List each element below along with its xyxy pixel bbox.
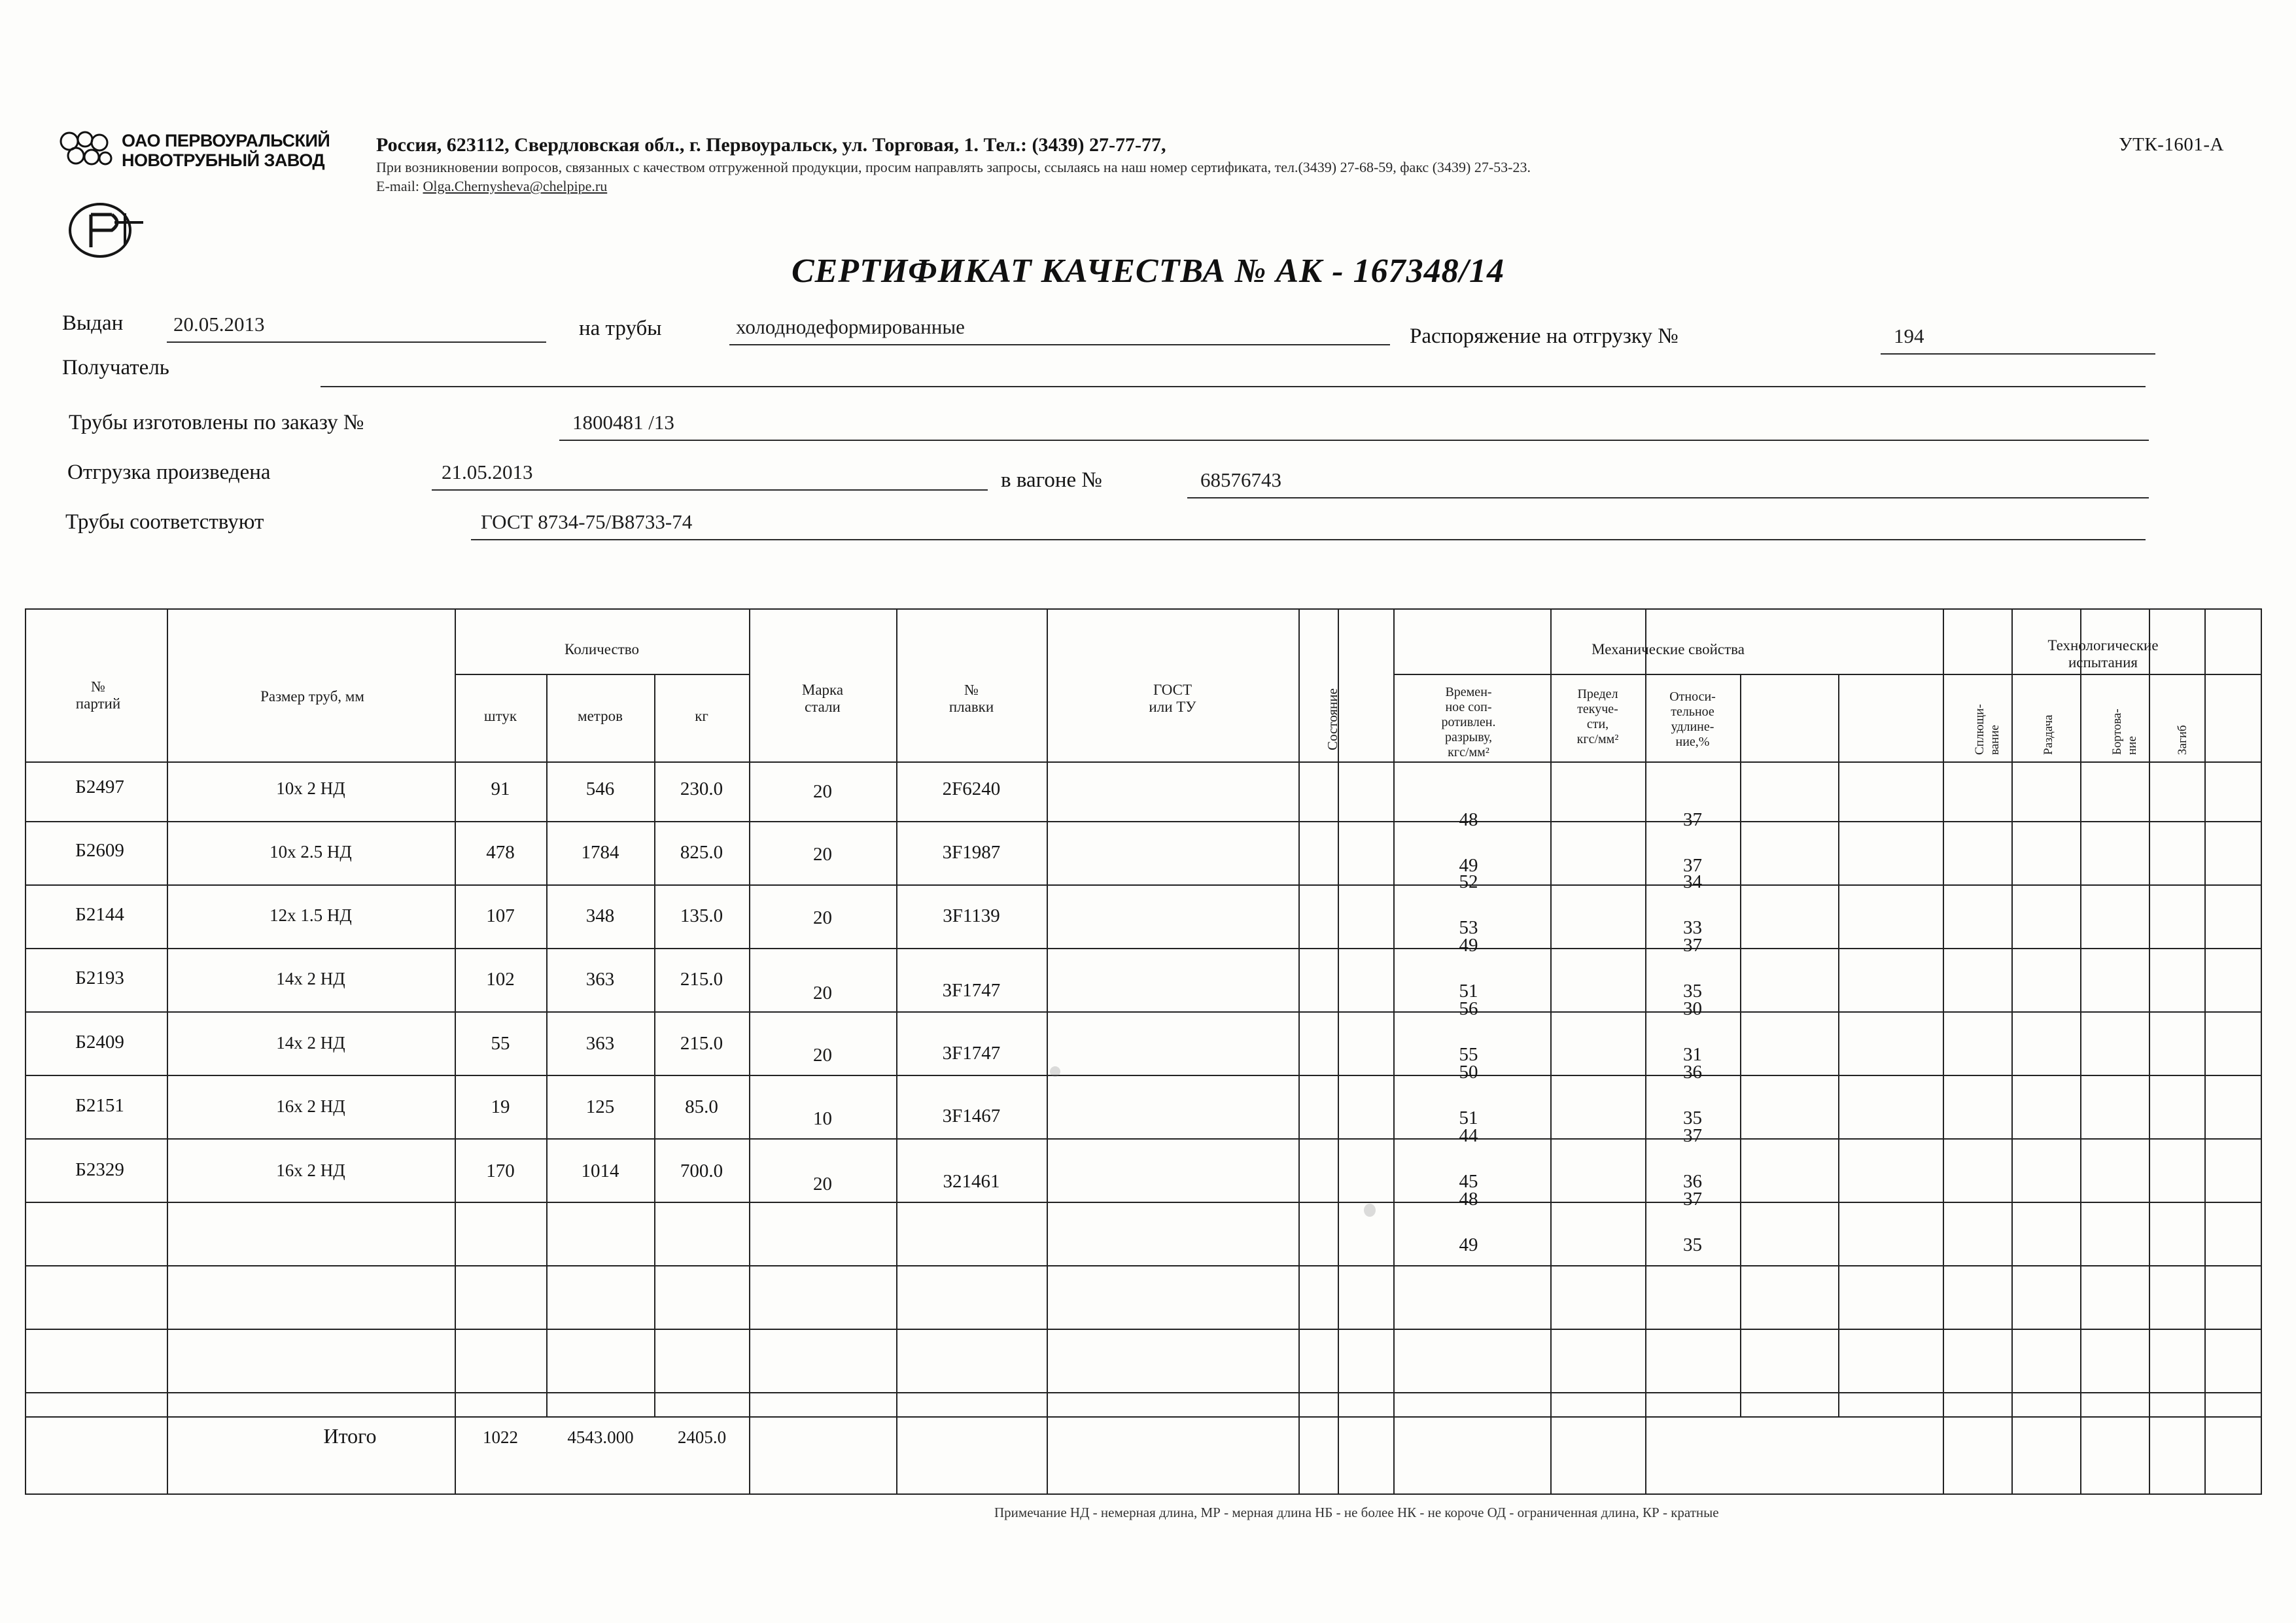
table-row: 49 bbox=[1459, 855, 1478, 876]
table-row: 1784 bbox=[581, 842, 619, 863]
total-meters: 4543.000 bbox=[567, 1427, 634, 1447]
header-tech-tests: Технологические испытания bbox=[2047, 637, 2159, 671]
row-line-8 bbox=[26, 1265, 2261, 1266]
table-row: 230.0 bbox=[680, 778, 723, 799]
table-row: 35 bbox=[1683, 981, 1702, 1002]
header-bottom-line bbox=[26, 761, 2261, 763]
row-line-2 bbox=[26, 884, 2261, 886]
col-sep-7 bbox=[1047, 610, 1048, 1493]
dispatch-order-value: 194 bbox=[1894, 324, 1924, 347]
header-kg: кг bbox=[695, 708, 708, 724]
table-row: 348 bbox=[585, 905, 615, 926]
table-row: 91 bbox=[491, 778, 510, 799]
col-sep-12 bbox=[1645, 610, 1646, 1493]
table-row: 825.0 bbox=[680, 842, 723, 863]
company-quality-note: При возникновении вопросов, связанных с качеством отгруженной продукции, просим направлять запросы, ссылаясь на наш номер сертификата, тел.(3439) 27-68-59, факс (3439) 27-53-23. bbox=[376, 159, 1531, 175]
header-elongation: Относи- тельное удлине- ние,% bbox=[1669, 689, 1716, 749]
pipes-table bbox=[25, 608, 2262, 1495]
table-row: 50 bbox=[1459, 1062, 1478, 1083]
table-row: 48 bbox=[1459, 809, 1478, 830]
table-row: 36 bbox=[1683, 1062, 1702, 1083]
table-row: Б2144 bbox=[75, 904, 124, 925]
row-line-6 bbox=[26, 1138, 2261, 1140]
table-row: 20 bbox=[813, 1174, 832, 1195]
email-value: Olga.Chernysheva@chelpipe.ru bbox=[423, 178, 608, 194]
company-address-block bbox=[376, 134, 1868, 196]
table-row: Б2409 bbox=[75, 1032, 124, 1053]
order-underline bbox=[559, 440, 2149, 441]
pnzt-logo-icon bbox=[59, 131, 115, 169]
row-line-9 bbox=[26, 1329, 2261, 1330]
form-row-issued bbox=[62, 307, 2221, 355]
row-line-7 bbox=[26, 1202, 2261, 1203]
col-sep-mech-1 bbox=[1740, 674, 1741, 1416]
table-row: 34 bbox=[1683, 871, 1702, 892]
certificate-form bbox=[62, 307, 2221, 543]
tech-group-divider bbox=[1943, 674, 2262, 675]
table-row: 3F1467 bbox=[942, 1106, 1001, 1126]
recipient-underline bbox=[321, 386, 2146, 387]
table-row: 20 bbox=[813, 983, 832, 1003]
table-row: 10 bbox=[813, 1108, 832, 1129]
table-row: 37 bbox=[1683, 809, 1702, 830]
table-row: 102 bbox=[486, 969, 515, 990]
header-flattening: Сплющи- вание bbox=[1973, 704, 2002, 755]
header-bend: Загиб bbox=[2176, 725, 2189, 755]
table-row: 36 bbox=[1683, 1171, 1702, 1192]
table-row: 16х 2 НД bbox=[276, 1096, 345, 1116]
table-row: 85.0 bbox=[685, 1096, 718, 1117]
table-row: 37 bbox=[1683, 1125, 1702, 1146]
table-row: 321461 bbox=[943, 1171, 1000, 1192]
table-row: Б2609 bbox=[75, 840, 124, 861]
col-sep-14 bbox=[2011, 610, 2013, 1493]
header-flanging: Бортова- ние bbox=[2110, 708, 2139, 755]
table-row: 33 bbox=[1683, 917, 1702, 938]
table-row: Б2329 bbox=[75, 1159, 124, 1180]
wagon-value: 68576743 bbox=[1200, 468, 1281, 491]
page-title: СЕРТИФИКАТ КАЧЕСТВА № АК - 167348/14 bbox=[791, 253, 1505, 290]
table-row: 14х 2 НД bbox=[276, 1033, 345, 1053]
table-row: 37 bbox=[1683, 935, 1702, 956]
header-meters: метров bbox=[578, 708, 623, 724]
table-row: 52 bbox=[1459, 871, 1478, 892]
col-sep-8 bbox=[1298, 610, 1300, 1493]
header-tensile: Времен- ное соп- ротивлен. разрыву, кгс/мм² bbox=[1441, 685, 1496, 759]
recipient-label: Получатель bbox=[62, 356, 169, 379]
company-email-line bbox=[376, 177, 1868, 196]
table-row: 170 bbox=[486, 1161, 515, 1181]
total-kg: 2405.0 bbox=[677, 1427, 727, 1447]
email-label: E-mail: bbox=[376, 178, 419, 194]
header-yield: Предел текуче- сти, кгс/мм² bbox=[1576, 687, 1619, 746]
order-value: 1800481 /13 bbox=[572, 411, 674, 434]
table-row: 10х 2.5 НД bbox=[270, 842, 352, 862]
row-line-3 bbox=[26, 948, 2261, 949]
issued-value: 20.05.2013 bbox=[173, 313, 265, 336]
row-line-5 bbox=[26, 1075, 2261, 1076]
form-row-recipient bbox=[62, 355, 2221, 402]
pipes-for-underline bbox=[729, 344, 1390, 345]
table-row: 363 bbox=[585, 969, 615, 990]
row-line-10 bbox=[26, 1392, 2261, 1393]
shipment-underline bbox=[432, 489, 988, 491]
shipment-value: 21.05.2013 bbox=[442, 461, 533, 483]
table-row: Б2497 bbox=[75, 777, 124, 797]
shipment-label: Отгрузка произведена bbox=[67, 461, 271, 484]
table-row: 2F6240 bbox=[942, 778, 1001, 799]
table-row: 37 bbox=[1683, 855, 1702, 876]
total-pieces: 1022 bbox=[483, 1427, 518, 1447]
table-row: 51 bbox=[1459, 1108, 1478, 1128]
standard-underline bbox=[471, 539, 2146, 540]
company-logo-block bbox=[59, 131, 379, 170]
table-row: 55 bbox=[491, 1033, 510, 1054]
table-row: 3F1987 bbox=[942, 842, 1001, 863]
table-row: 48 bbox=[1459, 1189, 1478, 1210]
table-row: 35 bbox=[1683, 1108, 1702, 1128]
table-row: 478 bbox=[486, 842, 515, 863]
table-row: 125 bbox=[585, 1096, 615, 1117]
mech-group-divider bbox=[1393, 674, 1943, 675]
col-sep-1 bbox=[167, 610, 168, 1493]
header-gost: ГОСТ или ТУ bbox=[1149, 682, 1196, 715]
total-row-top-line bbox=[26, 1416, 2261, 1418]
table-row: 700.0 bbox=[680, 1161, 723, 1181]
pipes-for-value: холоднодеформированные bbox=[736, 315, 965, 338]
col-sep-10 bbox=[1393, 610, 1395, 1493]
company-name-line2: НОВОТРУБНЫЙ ЗАВОД bbox=[122, 150, 325, 170]
col-sep-4 bbox=[654, 674, 655, 1416]
table-row: 10х 2 НД bbox=[276, 778, 345, 798]
col-sep-mech-2 bbox=[1838, 674, 1839, 1416]
col-sep-17 bbox=[2204, 610, 2206, 1493]
scan-smudge bbox=[1050, 1066, 1060, 1077]
row-line-4 bbox=[26, 1011, 2261, 1013]
wagon-label: в вагоне № bbox=[1001, 468, 1102, 492]
table-row: 16х 2 НД bbox=[276, 1161, 345, 1180]
table-row: 30 bbox=[1683, 998, 1702, 1019]
col-sep-15 bbox=[2080, 610, 2081, 1493]
company-name-line1: ОАО ПЕРВОУРАЛЬСКИЙ bbox=[122, 131, 330, 150]
table-row: 20 bbox=[813, 1045, 832, 1066]
col-sep-13 bbox=[1943, 610, 1944, 1493]
col-sep-16 bbox=[2149, 610, 2150, 1493]
standard-label: Трубы соответствуют bbox=[65, 510, 264, 534]
header-steel-grade: Марка стали bbox=[801, 682, 844, 715]
qty-group-divider bbox=[455, 674, 749, 675]
table-row: 107 bbox=[486, 905, 515, 926]
table-row: 546 bbox=[585, 778, 615, 799]
form-row-shipment bbox=[62, 449, 2221, 496]
table-row: Б2151 bbox=[75, 1095, 124, 1116]
col-sep-2 bbox=[455, 610, 456, 1493]
table-row: 51 bbox=[1459, 981, 1478, 1002]
header-pieces: штук bbox=[483, 708, 517, 724]
scan-smudge bbox=[1364, 1204, 1376, 1217]
table-row: 55 bbox=[1459, 1044, 1478, 1065]
table-row: 1014 bbox=[581, 1161, 619, 1181]
table-row: 135.0 bbox=[680, 905, 723, 926]
table-row: 31 bbox=[1683, 1044, 1702, 1065]
col-sep-3 bbox=[546, 674, 548, 1416]
table-row: 12х 1.5 НД bbox=[270, 905, 352, 925]
table-row: 3F1747 bbox=[942, 1043, 1001, 1064]
table-row: 35 bbox=[1683, 1234, 1702, 1255]
table-row: 44 bbox=[1459, 1125, 1478, 1146]
table-row: 3F1747 bbox=[942, 980, 1001, 1001]
table-row: 363 bbox=[585, 1033, 615, 1054]
total-label: Итого bbox=[323, 1424, 377, 1448]
header-quantity: Количество bbox=[565, 641, 639, 657]
form-row-standard bbox=[62, 496, 2221, 543]
header-batch: № партий bbox=[75, 678, 121, 712]
table-row: 3F1139 bbox=[943, 905, 1000, 926]
table-row: 215.0 bbox=[680, 969, 723, 990]
issued-label: Выдан bbox=[62, 311, 124, 335]
table-row: Б2193 bbox=[75, 968, 124, 988]
header-crushing: Раздача bbox=[2042, 714, 2055, 755]
table-row: 20 bbox=[813, 844, 832, 865]
table-row: 20 bbox=[813, 907, 832, 928]
table-row: 49 bbox=[1459, 935, 1478, 956]
table-footnote: Примечание НД - немерная длина, МР - мерная длина НБ - не более НК - не короче ОД - ограниченная длина, КР - кратные bbox=[994, 1505, 1719, 1520]
row-line-1 bbox=[26, 821, 2261, 822]
table-row: 19 bbox=[491, 1096, 510, 1117]
col-sep-11 bbox=[1550, 610, 1552, 1493]
form-row-order bbox=[62, 402, 2221, 449]
table-row: 37 bbox=[1683, 1189, 1702, 1210]
header-size: Размер труб, мм bbox=[260, 688, 364, 705]
document-code: УТК-1601-А bbox=[2119, 134, 2224, 155]
table-row: 56 bbox=[1459, 998, 1478, 1019]
pipes-for-label: на трубы bbox=[579, 317, 662, 340]
company-address: Россия, 623112, Свердловская обл., г. Первоуральск, ул. Торговая, 1. Тел.: (3439) 27-77-77, bbox=[376, 134, 1166, 156]
col-sep-5 bbox=[749, 610, 750, 1493]
col-sep-6 bbox=[896, 610, 897, 1493]
table-row: 14х 2 НД bbox=[276, 969, 345, 988]
dispatch-order-label: Распоряжение на отгрузку № bbox=[1410, 324, 1679, 348]
table-row: 20 bbox=[813, 781, 832, 802]
order-label: Трубы изготовлены по заказу № bbox=[69, 411, 364, 434]
standard-value: ГОСТ 8734-75/В8733-74 bbox=[481, 510, 693, 533]
table-row: 49 bbox=[1459, 1234, 1478, 1255]
header-mech-props: Механические свойства bbox=[1592, 641, 1745, 657]
issued-underline bbox=[167, 341, 546, 343]
table-row: 53 bbox=[1459, 917, 1478, 938]
table-row: 45 bbox=[1459, 1171, 1478, 1192]
header-heat-no: № плавки bbox=[948, 682, 994, 715]
header-condition: Состояние bbox=[1325, 688, 1340, 750]
table-row: 215.0 bbox=[680, 1033, 723, 1054]
